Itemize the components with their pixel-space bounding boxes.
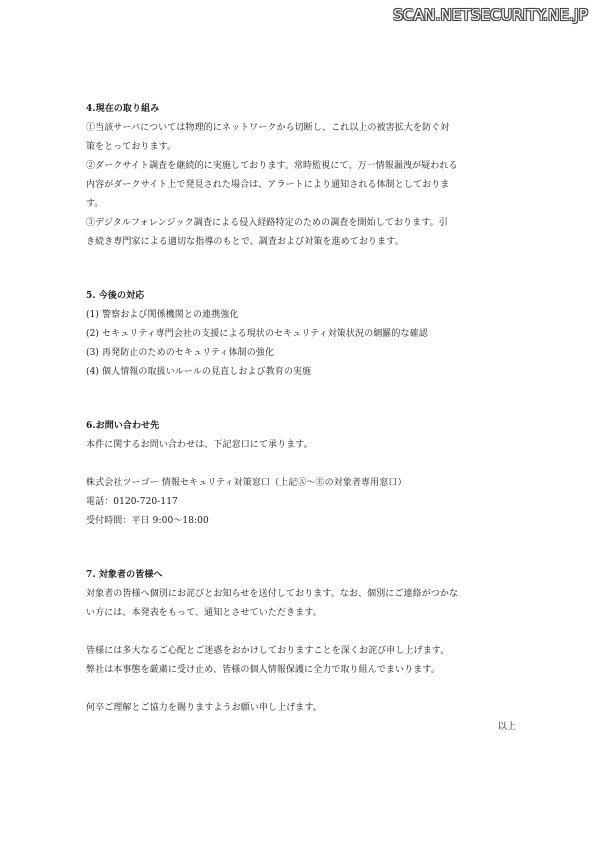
text-line: い方には、本発表をもって、通知とさせていただきます。 [86,608,322,618]
contact-hours: 受付時間：平日 9:00～18:00 [86,516,209,526]
section-heading: 4.現在の取り組み [86,104,160,114]
text-line: す。 [86,199,104,209]
text-line: 何卒ご理解とご協力を賜りますようお願い申し上げます。 [86,703,322,713]
list-item: (3) 再発防止のためのセキュリティ体制の強化 [86,348,275,358]
text-line: 弊社は本事態を厳粛に受け止め、皆様の個人情報保護に全力で取り組んでまいります。 [86,665,440,675]
closing-mark: 以上 [497,722,516,732]
list-item: (1) 警察および関係機関との連携強化 [86,310,239,320]
list-item: (2) セキュリティ専門会社の支援による現状のセキュリティ対策状況の網羅的な確認 [86,329,428,339]
contact-desk: 株式会社ツーゴー 情報セキュリティ対策窓口（上記Ⓐ～Ⓔの対象者専用窓口） [86,478,407,488]
section-contact [86,417,526,531]
text-line: 対象者の皆様へ個別にお詫びとお知らせを送付しております。なお、個別にご連絡がつかな [86,589,459,599]
text-line: 皆様には多大なるご心配とご迷惑をおかけしておりますことを深くお詫び申し上げます。 [86,646,450,656]
text-line: 策をとっております。 [86,142,177,152]
section-current-efforts [86,100,526,252]
text-line: ③デジタルフォレンジック調査による侵入経路特定のための調査を開始しております。引 [86,218,448,228]
section-heading: 7. 対象者の皆様へ [86,570,163,580]
document-page [86,100,526,737]
text-line: ①当該サーバについては物理的にネットワークから切断し、これ以上の被害拡大を防ぐ対 [86,123,450,133]
section-future-response [86,287,526,382]
text-line: 本件に関するお問い合わせは、下記窓口にて承ります。 [86,440,313,450]
site-watermark: SCAN.NETSECURITY.NE.JP [393,6,588,24]
text-line: 内容がダークサイト上で発見された場合は、アラートにより通知される体制としておりま [86,180,450,190]
list-item: (4) 個人情報の取扱いルールの見直しおよび教育の実施 [86,367,312,377]
text-line: き続き専門家による適切な指導のもとで、調査および対策を進めております。 [86,237,404,247]
text-line: ②ダークサイト調査を継続的に実施しております。常時監視にて、万一情報漏洩が疑われる [86,161,458,171]
section-heading: 6.お問い合わせ先 [86,421,160,431]
section-to-affected [86,566,526,737]
contact-phone: 電話：0120-720-117 [86,497,178,507]
section-heading: 5. 今後の対応 [86,291,145,301]
